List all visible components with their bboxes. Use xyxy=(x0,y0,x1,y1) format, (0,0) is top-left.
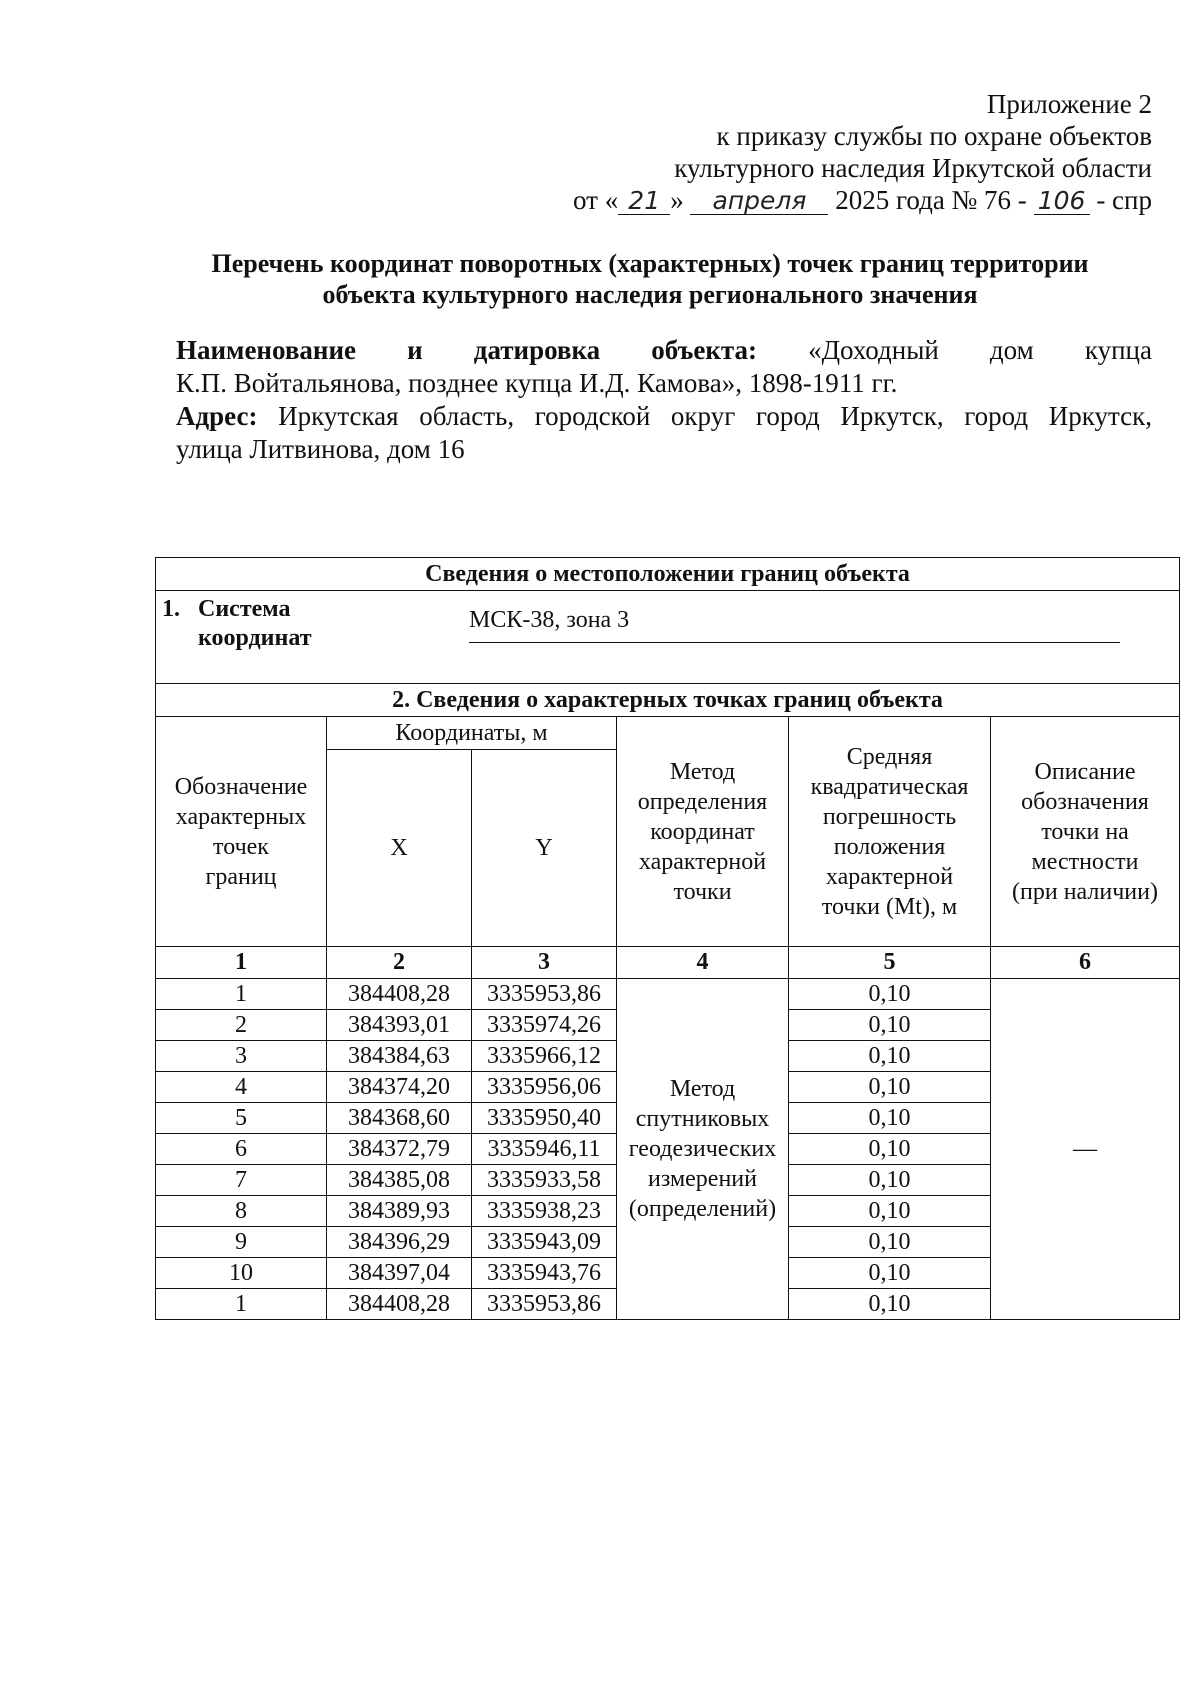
coordinate-system-number: 1. xyxy=(162,596,180,622)
method-value-line: измерений xyxy=(647,1166,757,1192)
title-line2: объекта культурного наследия регионального значения xyxy=(322,280,978,309)
point-designation: 7 xyxy=(156,1165,327,1196)
coord-x: 384385,08 xyxy=(327,1165,472,1196)
column-number: 3 xyxy=(472,947,617,979)
header-error-line: точки (Mt), м xyxy=(821,893,958,920)
address-line2: улица Литвинова, дом 16 xyxy=(176,434,465,464)
coord-x: 384396,29 xyxy=(327,1227,472,1258)
coord-x: 384384,63 xyxy=(327,1041,472,1072)
coordinate-system-cell xyxy=(156,591,1180,684)
header-description-line: Описание xyxy=(1034,758,1136,785)
coord-y: 3335943,76 xyxy=(472,1258,617,1289)
coord-x: 384397,04 xyxy=(327,1258,472,1289)
coord-x: 384372,79 xyxy=(327,1134,472,1165)
header-designation xyxy=(156,717,327,947)
column-number: 6 xyxy=(991,947,1180,979)
year-number: 2025 года № 76 - xyxy=(835,185,1027,215)
section2-title: 2. Сведения о характерных точках границ объекта xyxy=(156,684,1180,717)
appendix-date-line xyxy=(452,184,1152,216)
header-description-line: точки на xyxy=(1041,818,1129,845)
coord-y: 3335956,06 xyxy=(472,1072,617,1103)
coordinates-table xyxy=(155,557,1180,1320)
object-info xyxy=(176,334,1152,466)
mean-square-error: 0,10 xyxy=(789,1227,991,1258)
mean-square-error: 0,10 xyxy=(789,1196,991,1227)
header-error xyxy=(789,717,991,947)
mean-square-error: 0,10 xyxy=(789,1258,991,1289)
method-value-line: (определений) xyxy=(628,1196,777,1222)
point-designation: 4 xyxy=(156,1072,327,1103)
address-value-1: Иркутская область, городской округ город Иркутск, город Иркутск, xyxy=(278,401,1153,431)
section1-title: Сведения о местоположении границ объекта xyxy=(156,558,1180,591)
header-coordinates: Координаты, м xyxy=(327,717,617,750)
handwritten-day: 21 xyxy=(618,188,670,215)
header-designation-line: Обозначение xyxy=(174,773,308,800)
header-error-line: Средняя xyxy=(846,743,933,770)
header-method xyxy=(617,717,789,947)
coord-y: 3335938,23 xyxy=(472,1196,617,1227)
appendix-line1: Приложение 2 xyxy=(986,89,1152,119)
appendix-header xyxy=(452,88,1152,216)
coord-x: 384389,93 xyxy=(327,1196,472,1227)
point-designation: 3 xyxy=(156,1041,327,1072)
object-name-value-1: «Доходный дом купца xyxy=(808,335,1152,365)
mean-square-error: 0,10 xyxy=(789,1134,991,1165)
header-method-line: координат xyxy=(650,818,755,845)
header-method-line: точки xyxy=(673,878,732,905)
method-value-line: Метод xyxy=(669,1076,736,1102)
mean-square-error: 0,10 xyxy=(789,1010,991,1041)
data-rows xyxy=(156,979,1180,1320)
object-name-label: Наименование и датировка объекта: xyxy=(176,335,757,365)
header-method-line: Метод xyxy=(669,758,736,785)
header-y: Y xyxy=(472,750,617,947)
method-cell xyxy=(617,979,789,1320)
point-designation: 6 xyxy=(156,1134,327,1165)
address-line xyxy=(176,400,1152,433)
date-prefix: от « xyxy=(573,185,619,215)
order-suffix: - спр xyxy=(1096,185,1152,215)
coord-x: 384374,20 xyxy=(327,1072,472,1103)
coordinate-system-value: МСК-38, зона 3 xyxy=(469,607,1120,643)
column-number: 5 xyxy=(789,947,991,979)
coordinate-system-label-1: Система xyxy=(198,596,291,622)
mean-square-error: 0,10 xyxy=(789,1041,991,1072)
coord-y: 3335966,12 xyxy=(472,1041,617,1072)
handwritten-month: апреля xyxy=(690,188,828,215)
column-number: 2 xyxy=(327,947,472,979)
handwritten-order-number: 106 xyxy=(1034,188,1090,215)
point-designation: 10 xyxy=(156,1258,327,1289)
header-description-line: (при наличии) xyxy=(1012,878,1158,905)
coord-y: 3335950,40 xyxy=(472,1103,617,1134)
header-description-line: обозначения xyxy=(1021,788,1149,815)
point-designation: 9 xyxy=(156,1227,327,1258)
coord-x: 384368,60 xyxy=(327,1103,472,1134)
column-number: 4 xyxy=(617,947,789,979)
method-value-line: спутниковых xyxy=(635,1106,770,1132)
coord-y: 3335953,86 xyxy=(472,979,617,1010)
appendix-line2: к приказу службы по охране объектов xyxy=(716,121,1152,151)
coordinate-system-label-2: координат xyxy=(198,625,312,651)
mean-square-error: 0,10 xyxy=(789,1289,991,1320)
point-designation: 1 xyxy=(156,979,327,1010)
coord-y: 3335943,09 xyxy=(472,1227,617,1258)
column-number: 1 xyxy=(156,947,327,979)
table-row xyxy=(156,979,1180,1010)
header-designation-line: границ xyxy=(205,863,277,890)
coord-x: 384408,28 xyxy=(327,1289,472,1320)
header-description-line: местности xyxy=(1031,848,1139,875)
header-error-line: погрешность xyxy=(822,803,957,830)
header-error-line: квадратическая xyxy=(810,773,969,800)
coord-x: 384393,01 xyxy=(327,1010,472,1041)
point-designation: 1 xyxy=(156,1289,327,1320)
point-designation: 5 xyxy=(156,1103,327,1134)
coord-y: 3335953,86 xyxy=(472,1289,617,1320)
mean-square-error: 0,10 xyxy=(789,979,991,1010)
mean-square-error: 0,10 xyxy=(789,1072,991,1103)
object-name-line2: К.П. Войтальянова, позднее купца И.Д. Камова», 1898-1911 гг. xyxy=(176,368,898,398)
header-method-line: характерной xyxy=(638,848,767,875)
date-mid: » xyxy=(670,185,684,215)
point-designation: 2 xyxy=(156,1010,327,1041)
mean-square-error: 0,10 xyxy=(789,1165,991,1196)
header-method-line: определения xyxy=(637,788,768,815)
appendix-line3: культурного наследия Иркутской области xyxy=(674,153,1152,183)
object-name-line xyxy=(176,334,1152,367)
coord-x: 384408,28 xyxy=(327,979,472,1010)
header-error-line: характерной xyxy=(825,863,954,890)
column-numbers-row xyxy=(156,947,1180,979)
header-x: X xyxy=(327,750,472,947)
header-designation-line: точек xyxy=(213,833,269,860)
method-value-line: геодезических xyxy=(628,1136,777,1162)
coord-y: 3335946,11 xyxy=(472,1134,617,1165)
coord-y: 3335933,58 xyxy=(472,1165,617,1196)
header-description xyxy=(991,717,1180,947)
title-line1: Перечень координат поворотных (характерных) точек границ территории xyxy=(211,249,1089,278)
header-error-line: положения xyxy=(833,833,946,860)
description-cell: — xyxy=(991,979,1180,1320)
point-designation: 8 xyxy=(156,1196,327,1227)
coord-y: 3335974,26 xyxy=(472,1010,617,1041)
document-title xyxy=(150,248,1150,310)
address-label: Адрес: xyxy=(176,401,258,431)
header-designation-line: характерных xyxy=(175,803,307,830)
mean-square-error: 0,10 xyxy=(789,1103,991,1134)
